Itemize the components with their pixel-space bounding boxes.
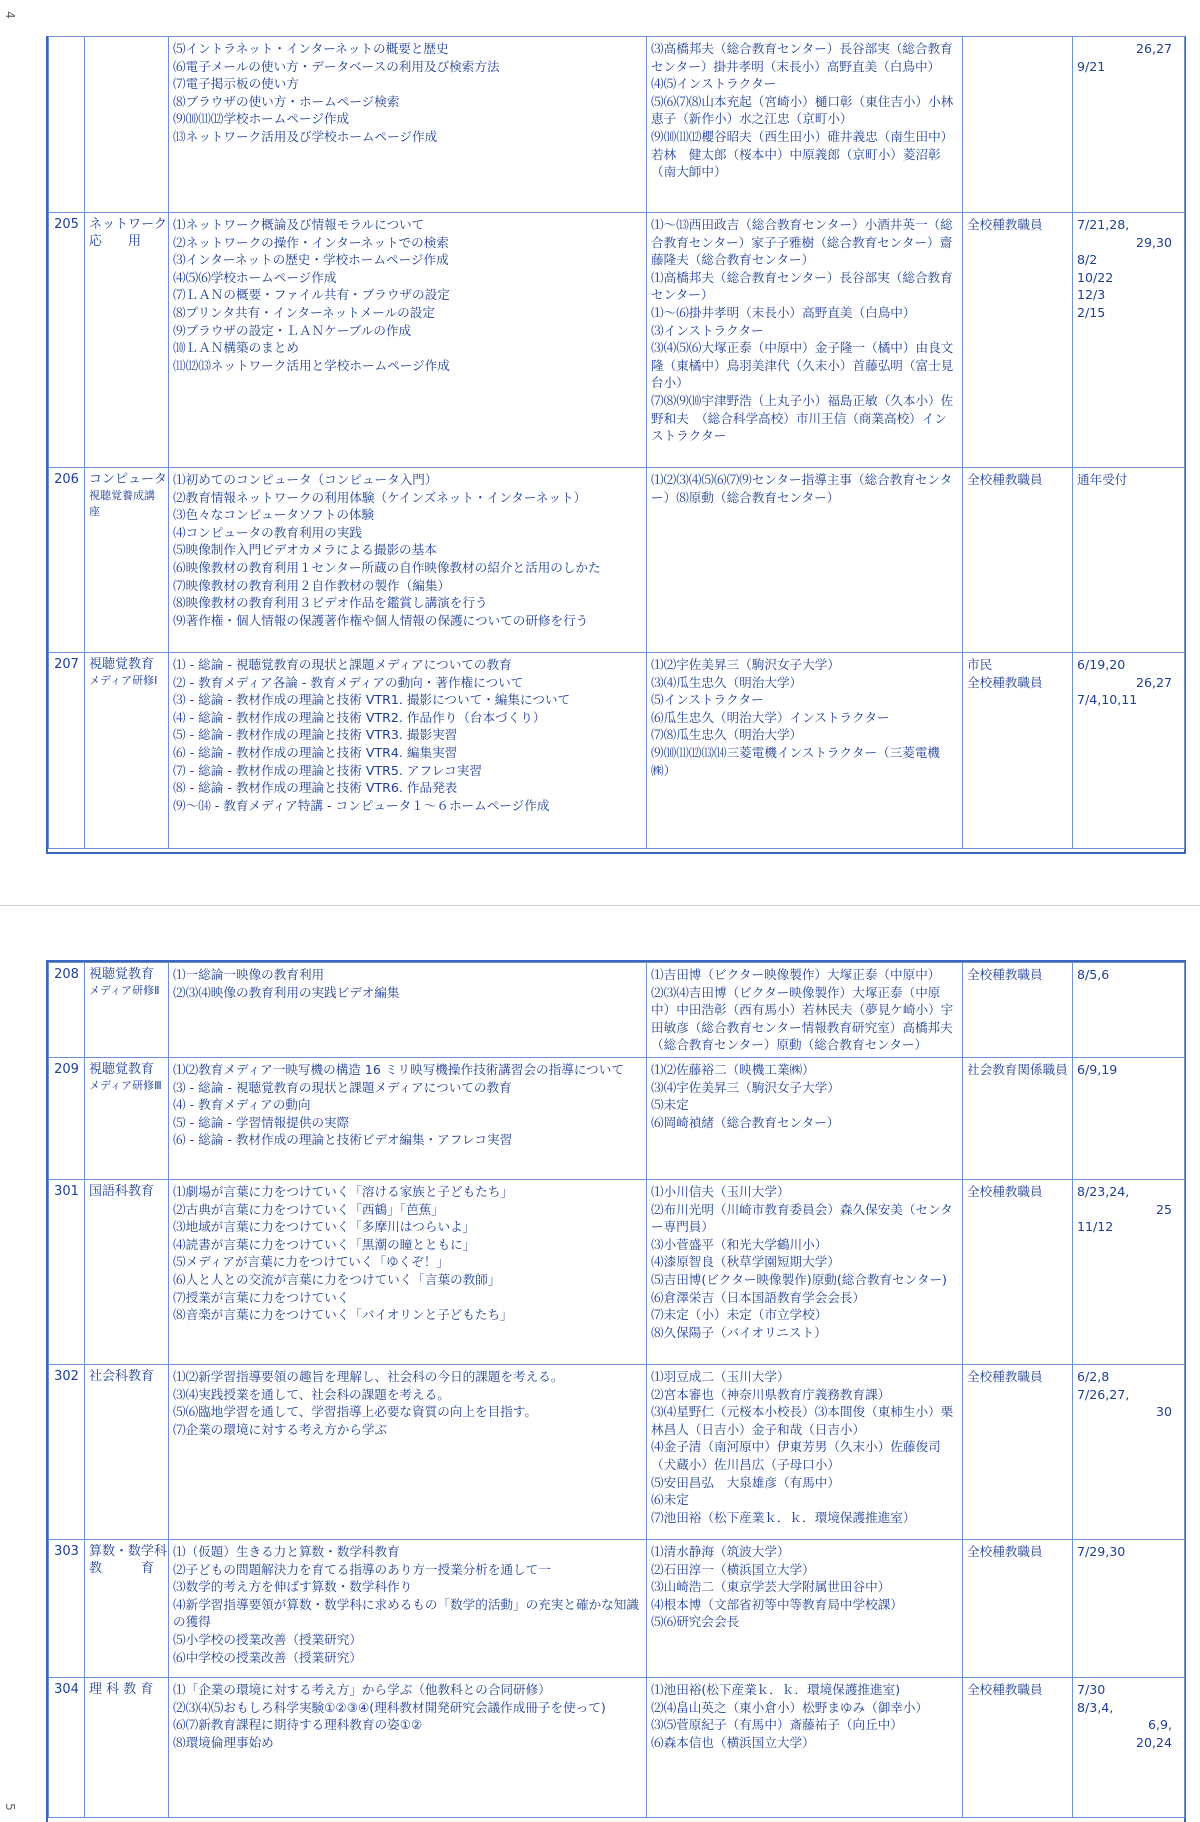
lecturer-item: ⑶小菅盛平（和光大学鶴川小） [651,1236,828,1252]
date-item: 8/5,6 [1077,967,1110,982]
lecturer-item: ⑸インストラクター [651,692,764,708]
course-dates [1073,1540,1185,1678]
course-number: 304 [49,1678,85,1818]
lecturer-item: ⑹岡崎禎緒（総合教育センター） [651,1114,840,1130]
course-name-line: 視聴覚教育 [89,967,155,982]
date-item: 9/21 [1077,58,1106,74]
course-contents [169,1365,647,1540]
content-item: ⑼⑽⑾⑿学校ホームページ作成 [173,111,350,127]
course-target: 全校種教職員 [963,1365,1073,1540]
course-name [85,1540,169,1678]
content-item: ⑺ＬＡＮの概要・ファイル共有・ブラウザの設定 [173,287,450,303]
course-target: 全校種教職員 [963,1540,1073,1678]
course-target: 市民 全校種教職員 [963,653,1073,849]
content-item: ⑷コンピュータの教育利用の実践 [173,524,362,540]
lecturer-item: ⑵宮本審也（神奈川県教育庁義務教育課） [651,1386,891,1402]
course-name [85,37,169,213]
content-item: ⑵⑶⑷映像の教育利用の実践ビデオ編集 [173,984,400,1000]
lecturer-item: ⑴⑵佐藤裕二（映機工業㈱） [651,1062,815,1077]
content-item: ⑴「企業の環境に対する考え方」から学ぶ（他教科との合同研修） [173,1682,551,1697]
course-dates [1073,653,1185,849]
content-item: ⑺企業の環境に対する考え方から学ぶ [173,1421,388,1437]
lecturer-item: ⑴高橋邦夫（総合教育センター）長谷部実（総合教育センター） [651,269,953,303]
content-item: ⑸ - 総論 - 教材作成の理論と技術 VTR3. 撮影実習 [173,727,458,743]
top-course-table [46,36,1186,854]
content-item: ⑴ - 総論 - 視聴覚教育の現状と課題メディアについての教育 [173,657,512,672]
course-name [85,963,169,1058]
date-item: 20,24 [1135,1734,1172,1750]
date-item: 7/21,28, [1077,217,1130,232]
lecturer-item: ⑹倉澤栄吉（日本国語教育学会会長） [651,1289,866,1305]
course-row [49,468,1185,653]
lecturer-item: ⑵布川光明（川崎市教育委員会）森久保安美（センター専門員） [651,1201,953,1235]
course-lecturers [647,1540,963,1678]
course-name-sub: メディア研修Ⅲ [89,1079,162,1092]
course-contents [169,1058,647,1180]
course-number: 205 [49,213,85,468]
content-item: ⑴⑵教育メディア一映写機の構造 16 ミリ映写機操作技術講習会の指導について [173,1062,624,1077]
date-item: 7/4,10,11 [1077,692,1138,708]
content-item: ⑹電子メールの使い方・データベースの利用及び検索方法 [173,58,500,74]
date-item: 11/12 [1077,1219,1114,1235]
content-item: ⑶ - 総論 - 教材作成の理論と技術 VTR1. 撮影について・編集について [173,692,571,708]
course-dates [1073,37,1185,213]
lecturer-item: ⑸未定 [651,1097,689,1113]
lecturer-item: ⑶高橋邦夫（総合教育センター）長谷部実（総合教育 センター）掛井孝明（末長小）高野直美（白鳥中） [651,41,966,74]
lecturer-item: ⑴羽豆成二（玉川大学） [651,1369,790,1384]
date-item: 6/9,19 [1077,1062,1118,1077]
content-item: ⑴劇場が言葉に力をつけていく「溶ける家族と子どもたち」 [173,1184,514,1199]
course-lecturers [647,37,966,213]
date-item: 通年受付 [1077,472,1128,487]
content-item: ⑶数学的考え方を伸ばす算数・数学科作り [173,1579,413,1595]
content-item: ⑹⑺新教育課程に期待する理科教育の姿①② [173,1717,423,1733]
content-item: ⑻音楽が言葉に力をつけていく「バイオリンと子どもたち」 [173,1307,513,1323]
content-item: ⑶ - 総論 - 視聴覚教育の現状と課題メディアについての教育 [173,1079,512,1095]
lecturer-item: ⑹瓜生忠久（明治大学）インストラクター [651,709,890,725]
content-item: ⑸メディアが言葉に力をつけていく「ゆくぞ！」 [173,1254,450,1270]
course-row [49,1678,1185,1818]
course-name-line: 国語科教育 [89,1184,155,1199]
lecturer-item: ⑷根本博（文部省初等中等教育局中学校課） [651,1596,903,1612]
lecturer-item: ⑹森本信也（横浜国立大学） [651,1734,815,1750]
lecturer-item: ⑶⑷瓜生忠久（明治大学） [651,674,803,690]
lecturer-item: ⑺未定（小）未定（市立学校） [651,1307,828,1323]
lecturer-item: ⑵⑶⑷吉田博（ビクター映像製作）大塚正泰（中原中）中田浩彰（西有馬小）若林民夫（夢見ケ崎小）宇田敏彦（総合教育センター情報教育研究室）高橋邦夫（総合教育センター）原動（総合教育センター） [651,984,954,1053]
lecturer-item: ⑶⑸菅原紀子（有馬中）斎藤祐子（向丘中） [651,1717,903,1733]
lecturer-item: ⑶山崎浩二（東京学芸大学附属世田谷中） [651,1579,891,1595]
course-lecturers [647,1058,963,1180]
course-target: 全校種教職員 [963,963,1073,1058]
date-item: 29,30 [1135,234,1172,250]
content-item: ⑴（仮題）生きる力と算数・数学科教育 [173,1544,400,1559]
course-target: 全校種教職員 [963,1180,1073,1365]
course-name [85,1180,169,1365]
course-name [85,468,169,653]
content-item: ⑵ - 教育メディア各論 - 教育メディアの動向・著作権について [173,674,524,690]
course-lecturers [647,468,963,653]
bottom-course-table [46,960,1186,1822]
course-row [49,1180,1185,1365]
date-item: 12/3 [1077,287,1106,303]
content-item: ⒀ネットワーク活用及び学校ホームページ作成 [173,128,438,144]
content-item: ⑺授業が言葉に力をつけていく [173,1289,350,1305]
lecturer-item: ⑴〜⒀西田政吉（総合教育センター）小酒井英一（総合教育センター）家子子雅樹（総合教育センター）齋藤隆夫（総合教育センター） [651,217,953,268]
date-item: 6,9, [1147,1717,1172,1733]
content-item: ⑻プリンタ共有・インターネットメールの設定 [173,304,435,320]
content-item: ⑷読書が言葉に力をつけていく「黒潮の瞳とともに」 [173,1236,476,1252]
course-target [963,37,1073,213]
course-target: 社会教育関係職員 [963,1058,1073,1180]
course-name-line: 教 育 [89,1561,155,1576]
content-item: ⑹ - 総論 - 教材作成の理論と技術 VTR4. 編集実習 [173,744,458,760]
lecturer-item: ⑼⑽⑾⑿櫻谷昭夫（西生田小）碓井義忠（南生田中）若林 健太郎（桜本中）中原義郎（京町小）菱沼彰（南大師中） [651,128,954,180]
course-row [49,1365,1185,1540]
course-name-line: 視聴覚教育 [89,1062,155,1077]
lecturer-item: ⑸吉田博(ビクター映像製作)原動(総合教育センター) [651,1271,947,1287]
course-contents [169,1540,647,1678]
content-item: ⑼ブラウザの設定・ＬＡＮケーブルの作成 [173,322,412,338]
course-name-line: 応 用 [89,234,142,249]
content-item: ⑶色々なコンピュータソフトの体験 [173,507,375,523]
content-item: ⑻ブラウザの使い方・ホームページ検索 [173,93,400,109]
date-item: 25 [1155,1201,1172,1217]
date-item: 7/30 [1077,1682,1106,1697]
page-number-bottom: 5 [2,1803,17,1811]
course-number [49,37,85,213]
content-item: ⑹映像教材の教育利用１センター所蔵の自作映像教材の紹介と活用のしかた [173,559,601,575]
course-name-line: 視聴覚教育 [89,657,155,672]
course-number: 209 [49,1058,85,1180]
lecturer-item: ⑴⑵宇佐美昇三（駒沢女子大学） [651,657,840,672]
course-name-line: 理 科 教 育 [89,1682,154,1697]
date-item: 2/15 [1077,304,1106,320]
lecturer-item: ⑶⑷⑸⑹大塚正泰（中原中）金子隆一（橘中）由良文隆（東橘中）鳥羽美津代（久末小）首藤弘明（富士見台小） [651,340,954,391]
course-dates [1073,1678,1185,1818]
course-row [49,213,1185,468]
lecturer-item: ⑼⑽⑾⑿⒀⒁三菱電機インストラクター（三菱電機㈱） [651,744,941,778]
lecturer-item: ⑴⑵⑶⑷⑸⑹⑺⑼センター指導主事（総合教育センター）⑻原動（総合教育センター） [651,472,953,505]
lecturer-item: ⑷⑸インストラクター [651,76,777,92]
content-item: ⑷⑸⑹学校ホームページ作成 [173,269,337,285]
date-item: 10/22 [1077,269,1114,285]
course-lecturers [647,963,963,1058]
lecturer-item: ⑵石田淳一（横浜国立大学） [651,1561,815,1577]
content-item: ⑻ - 総論 - 教材作成の理論と技術 VTR6. 作品発表 [173,780,458,796]
date-item: 26,27 [1135,674,1172,690]
course-target: 全校種教職員 [963,468,1073,653]
date-item: 6/19,20 [1077,657,1126,672]
content-item: ⑷ - 教育メディアの動向 [173,1097,311,1113]
course-name [85,1365,169,1540]
content-item: ⑹人と人との交流が言葉に力をつけていく「言葉の教師」 [173,1271,501,1287]
course-lecturers [647,1678,963,1818]
course-contents [169,468,647,653]
course-name [85,1058,169,1180]
course-lecturers [647,1365,963,1540]
content-item: ⑺映像教材の教育利用２自作教材の製作（編集） [173,577,451,593]
content-item: ⑸映像制作入門ビデオカメラによる撮影の基本 [173,542,437,558]
course-name [85,653,169,849]
course-row [49,963,1185,1058]
lecturer-item: ⑻久保陽子（バイオリニスト） [651,1324,827,1340]
content-item: ⑷新学習指導要領が算数・数学科に求めるもの「数学的活動」の充実と確かな知識の獲得 [173,1596,639,1630]
date-item: 6/2,8 [1077,1369,1110,1384]
content-item: ⑹中学校の授業改善（授業研究） [173,1649,362,1665]
date-item: 8/3,4, [1077,1699,1114,1715]
lecturer-item: ⑸⑹⑺⑻山本充起（宮崎小）樋口彰（東住吉小）小林 恵子（新作小）水之江忠（京町小） [651,93,966,127]
lecturer-item: ⑴池田裕(松下産業ｋ．ｋ．環境保護推進室) [651,1682,901,1697]
course-dates [1073,963,1185,1058]
lecturer-item: ⑺⑻⑼⑽宇津野浩（上丸子小）福島正敏（久本小）佐野和夫 （総合科学高校）市川王信（商業高校）インストラクター [651,392,954,444]
course-number: 206 [49,468,85,653]
course-name [85,1678,169,1818]
course-number: 207 [49,653,85,849]
date-item: 26,27 [1135,41,1172,56]
course-contents [169,963,647,1058]
lecturer-item: ⑺⑻瓜生忠久（明治大学） [651,727,803,743]
lecturer-item: ⑴吉田博（ビクター映像製作）大塚正泰（中原中） [651,967,941,982]
content-item: ⑽ＬＡＮ構築のまとめ [173,340,299,356]
course-dates [1073,213,1185,468]
course-lecturers [647,213,963,468]
date-item: 30 [1155,1404,1172,1420]
course-target: 全校種教職員 [963,1678,1073,1818]
lecturer-item: ⑴〜⑹掛井孝明（末長小）高野直美（白鳥中） [651,304,916,320]
course-number: 302 [49,1365,85,1540]
lecturer-item: ⑹未定 [651,1492,689,1508]
course-contents [169,1678,647,1818]
content-item: ⑵⑶⑷⑸おもしろ科学実験①②③④(理科教材開発研究会議作成冊子を使って) [173,1699,606,1715]
content-item: ⑴一総論一映像の教育利用 [173,967,325,982]
content-item: ⑹ - 総論 - 教材作成の理論と技術ビデオ編集・アフレコ実習 [173,1132,513,1148]
content-item: ⑶地域が言葉に力をつけていく「多摩川はつらいよ」 [173,1219,476,1235]
content-item: ⑾⑿⒀ネットワーク活用と学校ホームページ作成 [173,357,450,373]
lecturer-item: ⑺池田裕（松下産業ｋ．ｋ．環境保護推進室） [651,1509,916,1525]
course-dates [1073,1365,1185,1540]
date-item: 8/2 [1077,252,1098,268]
lecturer-item: ⑴小川信夫（玉川大学） [651,1184,790,1199]
course-row [49,1540,1185,1678]
course-dates [1073,1180,1185,1365]
lecturer-item: ⑴清水静海（筑波大学） [651,1544,790,1559]
content-item: ⑼著作権・個人情報の保護著作権や個人情報の保護についての研修を行う [173,612,589,628]
lecturer-item: ⑸⑹研究会会長 [651,1614,740,1630]
lecturer-item: ⑶⑷宇佐美昇三（駒沢女子大学） [651,1079,840,1095]
content-item: ⑸イントラネット・インターネットの概要と歴史 [173,41,449,56]
lecturer-item: ⑸安田昌弘 大泉雄彦（有馬中） [651,1474,840,1490]
course-contents [169,1180,647,1365]
content-item: ⑷ - 総論 - 教材作成の理論と技術 VTR2. 作品作り（台本づくり） [173,709,546,725]
lecturer-item: ⑶インストラクター [651,322,764,338]
content-item: ⑵子どもの問題解決力を育てる指導のあり方一授業分析を通して一 [173,1561,551,1577]
page-separator [0,905,1200,906]
course-contents [169,37,647,213]
date-item: 7/29,30 [1077,1544,1126,1559]
content-item: ⑻環境倫理事始め [173,1734,274,1750]
course-name-line: 算数・数学科 [89,1544,168,1559]
course-row [49,1058,1185,1180]
date-item: 7/26,27, [1077,1386,1130,1402]
course-number: 303 [49,1540,85,1678]
content-item: ⑶⑷実践授業を通して、社会科の課題を考える。 [173,1386,450,1402]
course-lecturers [647,653,963,849]
content-item: ⑴初めてのコンピュータ（コンピュータ入門） [173,472,438,487]
course-number: 301 [49,1180,85,1365]
content-item: ⑸ - 総論 - 学習情報提供の実際 [173,1114,350,1130]
content-item: ⑺電子掲示板の使い方 [173,76,299,92]
lecturer-item: ⑵⑷畠山英之（東小倉小）松野まゆみ（御幸小） [651,1699,929,1715]
content-item: ⑴ネットワーク概論及び情報モラルについて [173,217,425,232]
course-target: 全校種教職員 [963,213,1073,468]
course-name [85,213,169,468]
lecturer-item: ⑶⑷星野仁（元桜本小校長）⑶本間俊（東柿生小）栗林昌人（日吉小）金子和哉（日吉小） [651,1404,954,1437]
content-item: ⑺ - 総論 - 教材作成の理論と技術 VTR5. アフレコ実習 [173,762,482,778]
course-contents [169,653,647,849]
course-row [49,37,1185,213]
course-name-line: ネットワーク [89,217,168,232]
course-number: 208 [49,963,85,1058]
content-item: ⑵教育情報ネットワークの利用体験（ケインズネット・インターネット） [173,489,587,505]
content-item: ⑶インターネットの歴史・学校ホームページ作成 [173,252,449,268]
course-name-line: コンピュータ [89,472,168,487]
content-item: ⑻映像教材の教育利用３ビデオ作品を鑑賞し講演を行う [173,595,488,611]
course-name-line: 社会科教育 [89,1369,155,1384]
course-name-sub: メディア研修Ⅰ [89,674,158,687]
lecturer-item: ⑷金子清（南河原中）伊東芳男（久末小）佐藤俊司（犬蔵小）佐川昌広（子母口小） [651,1439,941,1472]
course-dates [1073,468,1185,653]
course-contents [169,213,647,468]
content-item: ⑵古典が言葉に力をつけていく「西鶴」「芭蕉」 [173,1201,444,1217]
course-name-sub: メディア研修Ⅱ [89,984,160,997]
content-item: ⑼〜⒁ - 教育メディア特講 - コンピュータ１〜６ホームページ作成 [173,797,550,813]
content-item: ⑵ネットワークの操作・インターネットでの検索 [173,234,449,250]
content-item: ⑴⑵新学習指導要領の趣旨を理解し、社会科の今日的課題を考える。 [173,1369,564,1384]
course-name-sub: 視聴覚養成講座 [89,489,155,518]
content-item: ⑸小学校の授業改善（授業研究） [173,1631,362,1647]
lecturer-item: ⑷漆原智良（秋草学園短期大学） [651,1254,840,1270]
course-lecturers [647,1180,963,1365]
content-item: ⑸⑹臨地学習を通して、学習指導上必要な資質の向上を目指す。 [173,1404,537,1420]
course-dates [1073,1058,1185,1180]
date-item: 8/23,24, [1077,1184,1130,1199]
page-number-top: 4 [2,11,17,19]
course-row [49,653,1185,849]
